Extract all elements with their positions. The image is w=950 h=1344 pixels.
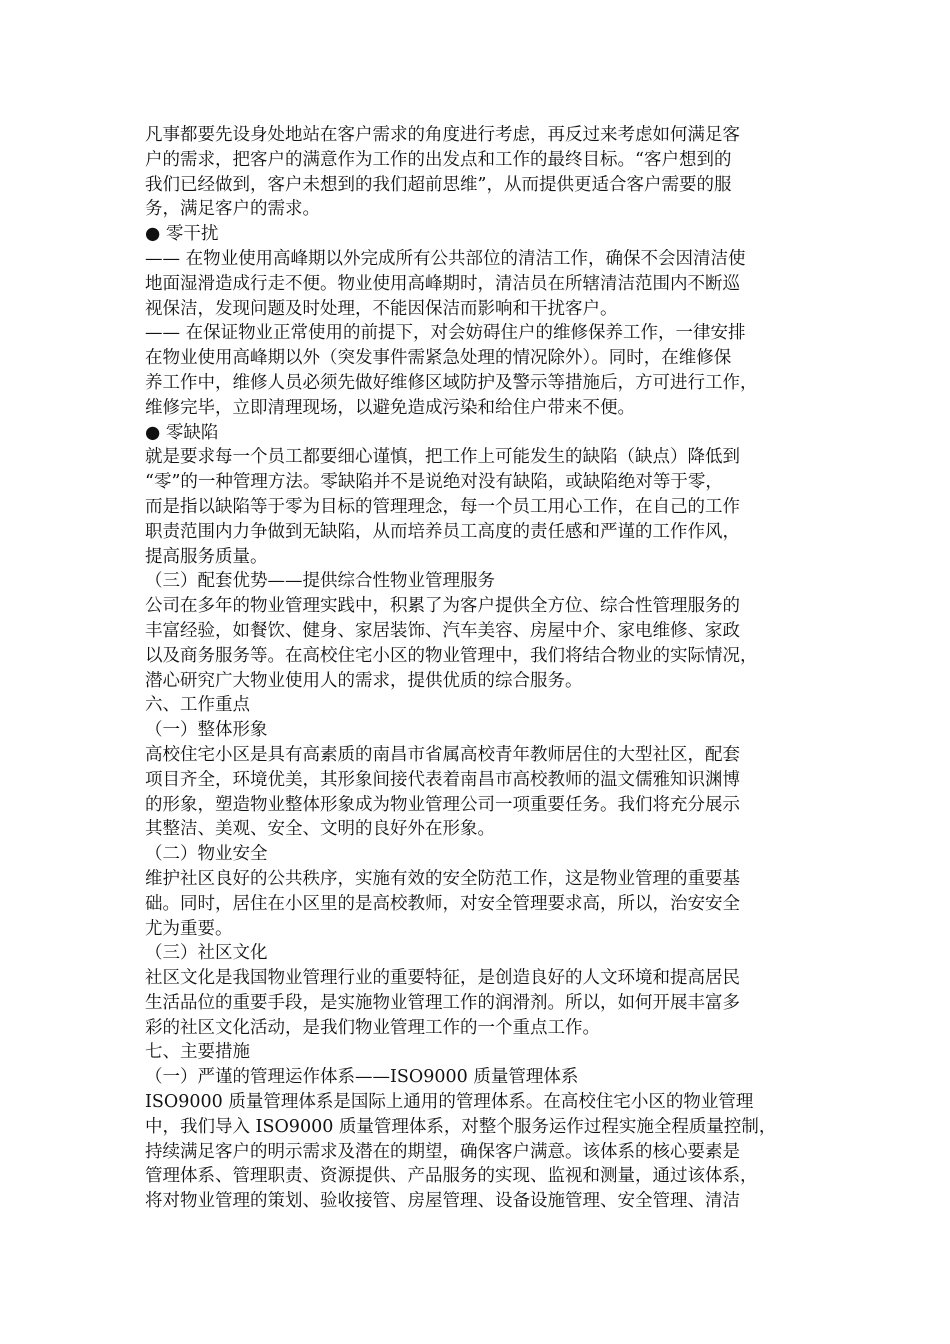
document-line: 将对物业管理的策划、验收接管、房屋管理、设备设施管理、安全管理、清洁 [145,1191,740,1212]
document-line: 而是指以缺陷等于零为目标的管理理念，每一个员工用心工作，在自己的工作 [145,496,740,517]
document-line: 养工作中，维修人员必须先做好维修区域防护及警示等措施后，方可进行工作， [145,372,758,393]
document-line: ● 零缺陷 [145,422,219,443]
document-line: 视保洁，发现问题及时处理，不能因保洁而影响和干扰客户。 [145,298,618,319]
document-line: （三）配套优势——提供综合性物业管理服务 [145,571,495,592]
document-line: 地面湿滑造成行走不便。物业使用高峰期时，清洁员在所辖清洁范围内不断巡 [145,273,740,294]
document-line: 七、主要措施 [145,1042,250,1063]
document-line: 持续满足客户的明示需求及潜在的期望，确保客户满意。该体系的核心要素是 [145,1141,740,1162]
document-line: —— 在物业使用高峰期以外完成所有公共部位的清洁工作，确保不会因清洁使 [145,248,746,269]
document-line: 我们已经做到，客户未想到的我们超前思维”，从而提供更适合客户需要的服 [145,174,732,195]
document-line: 以及商务服务等。在高校住宅小区的物业管理中，我们将结合物业的实际情况， [145,645,758,666]
document-line: 生活品位的重要手段，是实施物业管理工作的润滑剂。所以，如何开展丰富多 [145,992,740,1013]
document-line: —— 在保证物业正常使用的前提下，对会妨碍住户的维修保养工作，一律安排 [145,323,746,344]
document-line: 尤为重要。 [145,918,233,939]
document-line: 务，满足客户的需求。 [145,199,320,220]
document-line: 础。同时，居住在小区里的是高校教师，对安全管理要求高，所以，治安安全 [145,893,740,914]
document-line: 凡事都要先设身处地站在客户需求的角度进行考虑，再反过来考虑如何满足客 [145,125,740,145]
document-line: 六、工作重点 [145,695,250,716]
document-line: 维修完毕，立即清理现场，以避免造成污染和给住户带来不便。 [145,397,635,418]
document-line: 管理体系、管理职责、资源提供、产品服务的实现、监视和测量，通过该体系， [145,1166,758,1187]
document-line: 其整洁、美观、安全、文明的良好外在形象。 [145,819,495,840]
document-line: “零”的一种管理方法。零缺陷并不是说绝对没有缺陷，或缺陷绝对等于零， [145,472,723,493]
document-line: 提高服务质量。 [145,546,268,567]
document-line: 社区文化是我国物业管理行业的重要特征，是创造良好的人文环境和提高居民 [145,968,740,989]
document-line: 职责范围内力争做到无缺陷，从而培养员工高度的责任感和严谨的工作作风， [145,521,740,542]
document-line: （一）整体形象 [145,720,268,741]
document-line: ● 零干扰 [145,224,219,245]
document-line: 项目齐全，环境优美，其形象间接代表着南昌市高校教师的温文儒雅知识渊博 [145,769,740,790]
document-line: 潜心研究广大物业使用人的需求，提供优质的综合服务。 [145,670,583,691]
document-line: ISO9000 质量管理体系是国际上通用的管理体系。在高校住宅小区的物业管理 [145,1092,754,1113]
document-line: 的形象，塑造物业整体形象成为物业管理公司一项重要任务。我们将充分展示 [145,794,740,815]
document-line: （三）社区文化 [145,943,268,964]
document-body [145,123,809,1214]
document-line: 维护社区良好的公共秩序，实施有效的安全防范工作，这是物业管理的重要基 [145,868,740,889]
document-line: 就是要求每一个员工都要细心谨慎，把工作上可能发生的缺陷（缺点）降低到 [145,447,740,468]
document-line: 户的需求，把客户的满意作为工作的出发点和工作的最终目标。“客户想到的 [145,149,732,170]
document-line: 高校住宅小区是具有高素质的南昌市省属高校青年教师居住的大型社区，配套 [145,744,740,765]
document-line: 彩的社区文化活动，是我们物业管理工作的一个重点工作。 [145,1017,600,1038]
document-line: 在物业使用高峰期以外（突发事件需紧急处理的情况除外）。同时，在维修保 [145,348,732,369]
document-line: 丰富经验，如餐饮、健身、家居装饰、汽车美容、房屋中介、家电维修、家政 [145,620,740,641]
document-line: （一）严谨的管理运作体系——ISO9000 质量管理体系 [145,1067,579,1088]
document-line: 中，我们导入 ISO9000 质量管理体系，对整个服务运作过程实施全程质量控制， [145,1116,777,1137]
document-line: （二）物业安全 [145,844,268,865]
document-line: 公司在多年的物业管理实践中，积累了为客户提供全方位、综合性管理服务的 [145,596,740,617]
